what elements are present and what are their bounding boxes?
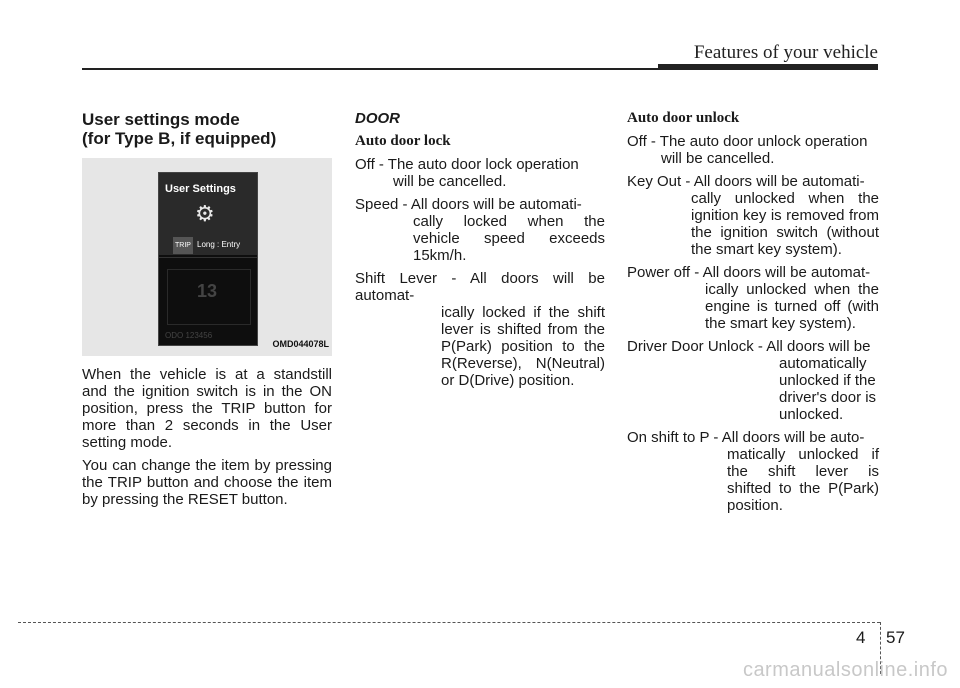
figure-caption: OMD044078L xyxy=(272,339,329,349)
right-column xyxy=(627,110,879,520)
door-heading: DOOR xyxy=(355,110,400,127)
paragraph: When the vehicle is at a standstill and the ignition switch is in the ON position, press the TRIP button for more than 2 seconds in the User setting mode. xyxy=(82,366,332,451)
watermark: carmanualsonline.info xyxy=(742,659,948,681)
list-item: Off - The auto door unlock operation will be cancelled. xyxy=(627,133,868,167)
list-item: Shift Lever - All doors will be automat- ically locked if the shift lever is shifted from the P(Park) position to the R(Reverse), N(Neutral) or D(Drive) position. xyxy=(355,270,605,389)
section-title: Features of your vehicle xyxy=(693,42,878,63)
header-rule-accent xyxy=(658,64,878,70)
cluster-display xyxy=(158,172,258,346)
list-item: Power off - All doors will be automat- ically unlocked when the engine is turned off (with the smart key system). xyxy=(627,264,879,332)
trip-value: Long : Entry xyxy=(197,240,241,249)
auto-door-unlock-heading: Auto door unlock xyxy=(627,110,740,126)
footer-rule xyxy=(18,622,880,623)
middle-column xyxy=(355,110,605,395)
gear-icon: ⚙ xyxy=(195,201,215,226)
list-item: Off - The auto door lock operation will be cancelled. xyxy=(355,156,579,190)
screen-title: User Settings xyxy=(165,183,236,195)
trip-tag: TRIP xyxy=(173,237,193,254)
list-item: Speed - All doors will be automati- cally locked when the vehicle speed exceeds 15km/h. xyxy=(355,196,605,264)
list-item: Key Out - All doors will be automati- cally unlocked when the ignition key is removed from the ignition switch (without the smart key system). xyxy=(627,173,879,258)
user-settings-figure xyxy=(82,158,332,356)
header-rule xyxy=(82,68,660,70)
gauge-number: 13 xyxy=(197,281,218,301)
odometer: ODO 123456 xyxy=(165,331,213,340)
left-column xyxy=(82,110,332,514)
list-item: On shift to P - All doors will be auto- matically unlocked if the shift lever is shifted to the P(Park) position. xyxy=(627,429,879,514)
chapter-number: 4 xyxy=(856,628,866,647)
user-settings-heading: User settings mode (for Type B, if equipped) xyxy=(82,110,277,148)
paragraph: You can change the item by pressing the TRIP button and choose the item by pressing the RESET button. xyxy=(82,457,332,508)
auto-door-lock-heading: Auto door lock xyxy=(355,133,451,149)
list-item: Driver Door Unlock - All doors will be automatically unlocked if the driver's door is unlocked. xyxy=(627,338,877,423)
page-number: 57 xyxy=(886,628,905,647)
